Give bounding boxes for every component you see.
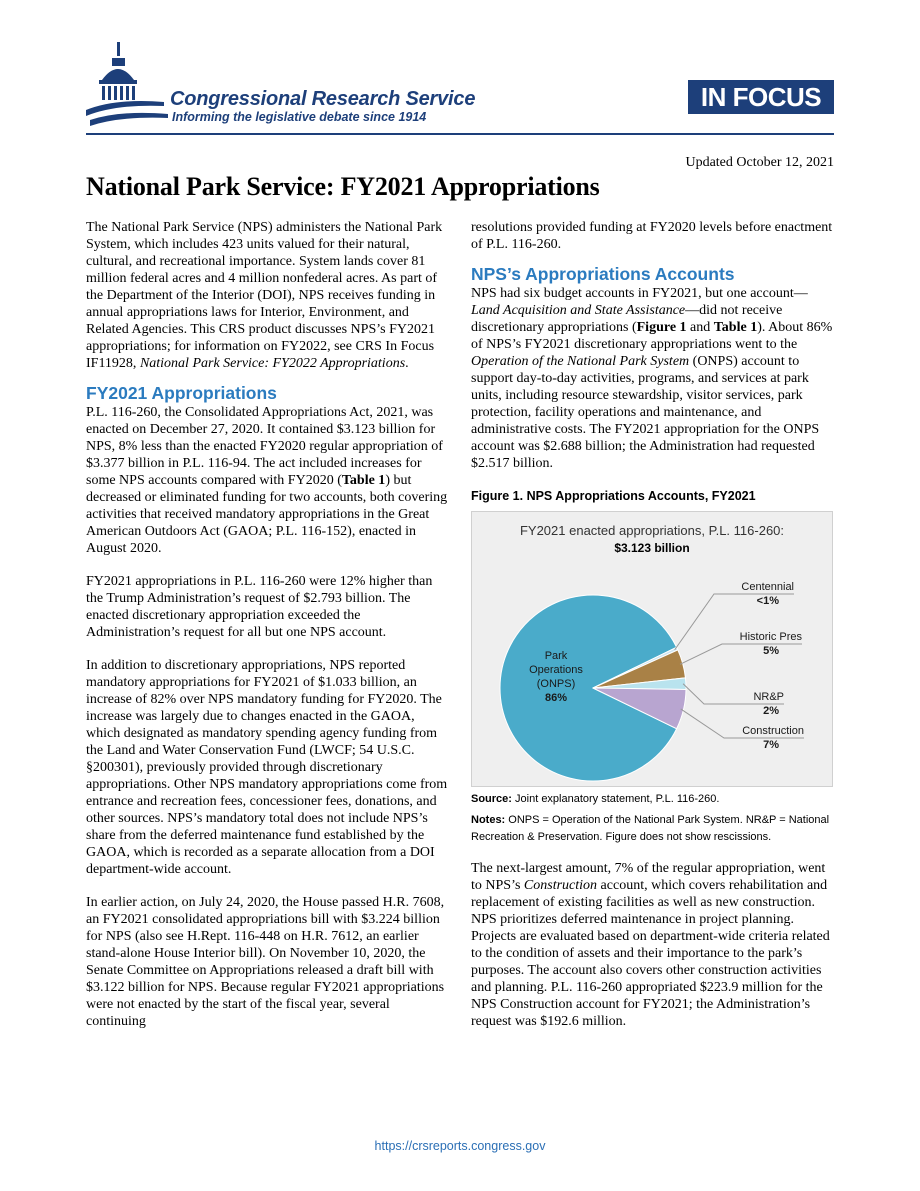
paragraph: resolutions provided funding at FY2020 levels before enactment of P.L. 116-260. bbox=[471, 220, 833, 252]
leader-line bbox=[680, 644, 802, 664]
slice-pct-onps: 86% bbox=[544, 692, 568, 704]
slice-pct-construction: 7% bbox=[763, 739, 779, 751]
in-focus-badge: IN FOCUS bbox=[688, 80, 834, 114]
footer-url-link[interactable]: https://crsreports.congress.gov bbox=[374, 1139, 546, 1153]
left-column bbox=[86, 219, 448, 1046]
figure-source: Source: Joint explanatory statement, P.L. 116-260. bbox=[471, 793, 720, 805]
crs-capitol-logo bbox=[86, 40, 170, 130]
paragraph: The next-largest amount, 7% of the regular appropriation, went to NPS’s Construction account, which covers rehabilitation and replacement of existing facilities as well as new construction. NPS prioritizes deferred maintenance in project planning. Projects are evaluated based on department-wide criteria related to the condition of assets and their importance to the park’s purposes. The account also covers other construction activities and planning. P.L. 116-260 appropriated $223.9 million for the NPS Construction account for FY2021; the Administration’s request was $192.6 million. bbox=[471, 861, 830, 1029]
section-heading-accounts: NPS’s Appropriations Accounts bbox=[471, 264, 735, 284]
page-title: National Park Service: FY2021 Appropriations bbox=[86, 172, 600, 201]
paragraph: In earlier action, on July 24, 2020, the House passed H.R. 7608, an FY2021 consolidated appropriations bill with $3.224 billion for NPS (also see H.Rept. 116-448 on H.R. 7612, an earlier stand-alone House Interior bill). On November 10, 2020, the Senate Committee on Appropriations released a draft bill with $3.122 billion for NPS. Because regular FY2021 appropriations were not enacted by the start of the fiscal year, several continuing bbox=[86, 895, 445, 1029]
org-name: Congressional Research Service bbox=[170, 88, 476, 110]
slice-label-historic-pres: Historic Pres bbox=[739, 631, 802, 643]
paragraph: FY2021 appropriations in P.L. 116-260 were 12% higher than the Trump Administration’s request of $2.793 billion. The enacted discretionary appropriation exceeded the Administration’s request for all but one NPS account. bbox=[86, 574, 433, 640]
slice-label-onps-line2: Operations bbox=[529, 664, 583, 676]
figure-notes: Notes: ONPS = Operation of the National Park System. NR&P = National Recreation & Preservation. Figure does not show rescissions. bbox=[471, 814, 830, 843]
right-column bbox=[471, 219, 833, 1046]
updated-date: Updated October 12, 2021 bbox=[685, 155, 834, 170]
slice-label-onps-line1: Park bbox=[544, 650, 568, 662]
slice-pct-nrp: 2% bbox=[763, 705, 779, 717]
figure-caption: Figure 1. NPS Appropriations Accounts, FY2021 bbox=[471, 489, 756, 503]
slice-label-nrp: NR&P bbox=[753, 691, 784, 703]
slice-label-construction: Construction bbox=[742, 725, 804, 737]
paragraph: P.L. 116-260, the Consolidated Appropriations Act, 2021, was enacted on December 27, 2020. It contained $3.123 billion for NPS, 8% less than the enacted FY2020 regular appropriation of $3.377 billion in P.L. 116-94. The act included increases for some NPS accounts compared with FY2020 (Table 1) but decreased or eliminated funding for two accounts, both covering activities that received mandatory appropriations in the Great American Outdoors Act (GAOA; P.L. 116-152), enacted in August 2020. bbox=[86, 405, 448, 556]
org-tagline: Informing the legislative debate since 1914 bbox=[172, 110, 427, 124]
paragraph: In addition to discretionary appropriations, NPS reported mandatory appropriations for FY2021 of $1.033 billion, an increase of 82% over NPS mandatory funding for FY2020. The increase was largely due to changes enacted in the GAOA, which designated as mandatory spending agency funding from the Land and Water Conservation Fund (LWCF; 54 U.S.C. §200301), previously provided through discretionary appropriations. Other NPS mandatory appropriations come from entrance and recreation fees, concessioner fees, donations, and other sources. NPS’s mandatory total does not include NPS’s share from the deferred maintenance fund established by the GAOA, which is recorded as a separate allocation from a DOI department-wide account. bbox=[86, 658, 448, 877]
intro-paragraph: The National Park Service (NPS) administers the National Park System, which includes 423 units valued for their natural, cultural, and recreational importance. System lands cover 81 million federal acres and 4 million nonfederal acres. As part of the Department of the Interior (DOI), NPS receives funding in annual appropriations laws for Interior, Environment, and Related Agencies. This CRS product discusses NPS’s FY2021 appropriations; for information on FY2022, see CRS In Focus IF11928, National Park Service: FY2022 Appropriations. bbox=[86, 220, 443, 371]
chart-title: FY2021 enacted appropriations, P.L. 116-260: bbox=[519, 523, 785, 538]
slice-pct-historic-pres: 5% bbox=[763, 645, 779, 657]
paragraph: NPS had six budget accounts in FY2021, but one account—Land Acquisition and State Assistance—did not receive discretionary appropriations (Figure 1 and Table 1). About 86% of NPS’s FY2021 discretionary appropriations went to the Operation of the National Park System (ONPS) account to support day-to-day activities, programs, and services at park units, including resource stewardship, visitor services, park protection, facility operations and maintenance, and administrative costs. The FY2021 appropriation for the ONPS account was $2.688 billion; the Administration had requested $2.517 billion. bbox=[471, 286, 833, 471]
chart-subtitle: $3.123 billion bbox=[614, 541, 690, 555]
section-heading-fy2021: FY2021 Appropriations bbox=[86, 383, 277, 403]
slice-label-onps-line3: (ONPS) bbox=[536, 678, 576, 690]
slice-pct-centennial: <1% bbox=[756, 595, 779, 607]
header-divider bbox=[86, 133, 834, 135]
pie-chart bbox=[471, 511, 833, 787]
slice-label-centennial: Centennial bbox=[741, 581, 794, 593]
pie-chart-svg bbox=[472, 512, 832, 786]
